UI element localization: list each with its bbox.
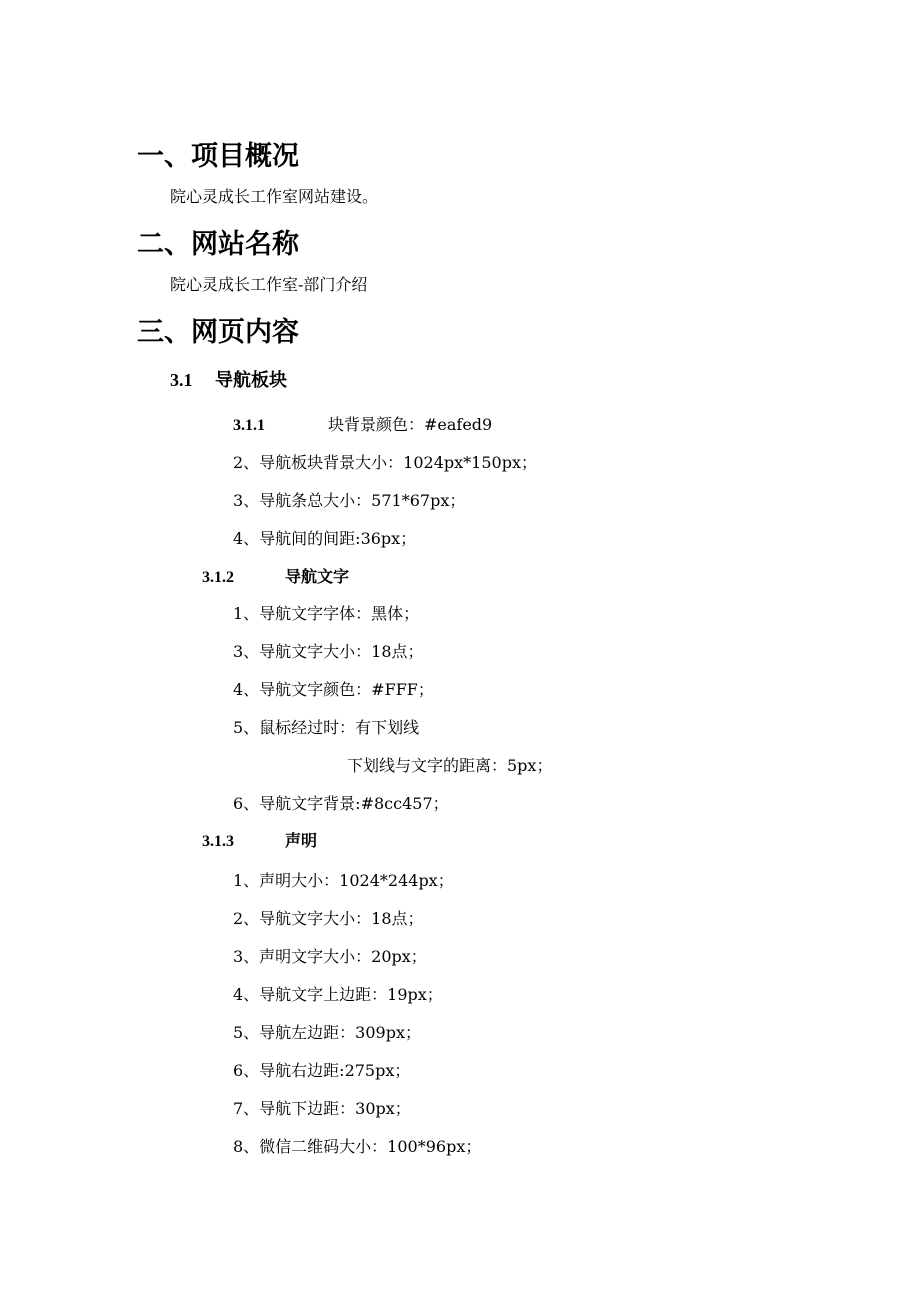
list-item: 1、声明大小：1024*244px； <box>233 871 454 890</box>
list-item-note: 下划线与文字的距离：5px； <box>347 756 553 775</box>
subheading-title: 声明 <box>285 831 318 850</box>
subheading-3-1 <box>170 366 287 392</box>
list-item: 6、导航右边距:275px； <box>233 1061 411 1080</box>
list-item: 4、导航间的间距:36px； <box>233 529 417 548</box>
subheading-3-1-2 <box>202 564 349 587</box>
section-heading-3: 三、网页内容 <box>137 317 299 348</box>
subheading-number: 3.1.2 <box>202 569 234 586</box>
subheading-number: 3.1.3 <box>202 833 234 850</box>
subheading-number: 3.1.1 <box>233 417 265 434</box>
list-item: 8、微信二维码大小：100*96px； <box>233 1137 482 1156</box>
list-item: 5、导航左边距：309px； <box>233 1023 421 1042</box>
subheading-title: 块背景颜色：#eafed9 <box>328 415 493 434</box>
subheading-3-1-3 <box>202 828 317 851</box>
subheading-3-1-1 <box>233 412 492 435</box>
list-item: 2、导航文字大小：18点； <box>233 909 424 928</box>
list-item: 2、导航板块背景大小：1024px*150px； <box>233 453 537 472</box>
list-item: 7、导航下边距：30px； <box>233 1099 411 1118</box>
list-item: 4、导航文字颜色：#FFF； <box>233 680 434 699</box>
list-item: 3、声明文字大小：20px； <box>233 947 427 966</box>
section-text-1: 院心灵成长工作室网站建设。 <box>170 187 379 206</box>
section-heading-2: 二、网站名称 <box>137 229 299 260</box>
subheading-title: 导航板块 <box>215 370 287 391</box>
section-heading-1: 一、项目概况 <box>137 141 299 172</box>
subheading-title: 导航文字 <box>285 567 350 586</box>
list-item: 4、导航文字上边距：19px； <box>233 985 443 1004</box>
list-item: 1、导航文字字体：黑体； <box>233 604 420 623</box>
list-item: 3、导航文字大小：18点； <box>233 642 424 661</box>
list-item: 5、鼠标经过时：有下划线 <box>233 718 420 737</box>
list-item: 6、导航文字背景:#8cc457； <box>233 794 449 813</box>
subheading-number: 3.1 <box>170 370 193 390</box>
list-item: 3、导航条总大小：571*67px； <box>233 491 466 510</box>
section-text-2: 院心灵成长工作室-部门介绍 <box>170 275 368 294</box>
